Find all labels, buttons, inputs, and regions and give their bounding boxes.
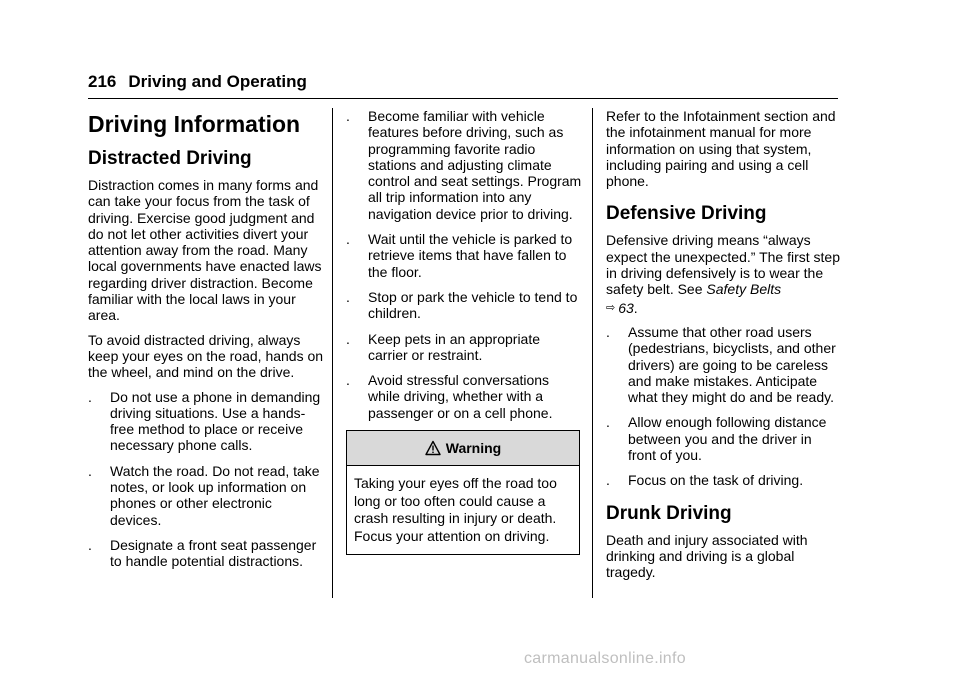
bullet-marker: . bbox=[346, 288, 350, 305]
list-item: . Keep pets in an appropriate carrier or restraint. bbox=[346, 330, 541, 363]
paragraph-infotainment: Refer to the Infotainment section and the infotainment manual for more information on using that system, including pairing and using a cell phone. bbox=[606, 108, 836, 190]
list-item: . Assume that other road users (pedestrians, bicyclists, and other drivers) are going to be careless and make mistakes. Anticipate what they might do and be ready. bbox=[606, 323, 836, 406]
bullet-marker: . bbox=[88, 536, 92, 553]
bullet-marker: . bbox=[346, 330, 350, 347]
page-reference: ⇨ 63 . bbox=[606, 299, 638, 316]
column-divider bbox=[332, 108, 333, 598]
list-item: . Watch the road. Do not read, take notes, or look up information on phones or other electronic devices. bbox=[88, 462, 320, 528]
bullet-marker: . bbox=[606, 472, 610, 489]
column-2 bbox=[346, 108, 582, 555]
ref-page-number[interactable]: 63 bbox=[618, 299, 634, 316]
page-arrow-icon: ⇨ bbox=[606, 301, 616, 314]
column-3 bbox=[606, 108, 842, 589]
page-title: Driving Information bbox=[88, 111, 301, 137]
bullet-list-col2 bbox=[346, 108, 582, 421]
bullet-marker: . bbox=[346, 372, 350, 389]
bullet-list-col3 bbox=[606, 324, 842, 489]
section-title: Driving and Operating bbox=[128, 72, 307, 91]
warning-icon bbox=[425, 440, 441, 456]
heading-distracted-driving: Distracted Driving bbox=[88, 148, 252, 169]
heading-drunk-driving: Drunk Driving bbox=[606, 502, 732, 524]
warning-header bbox=[347, 431, 579, 466]
paragraph-drunk: Death and injury associated with drinking and driving is a global tragedy. bbox=[606, 531, 808, 581]
warning-box bbox=[346, 430, 580, 555]
list-item: . Wait until the vehicle is parked to retrieve items that have fallen to the floor. bbox=[346, 231, 573, 280]
list-item: . Stop or park the vehicle to tend to children. bbox=[346, 288, 578, 322]
bullet-marker: . bbox=[606, 414, 610, 431]
heading-defensive-driving: Defensive Driving bbox=[606, 203, 767, 225]
column-divider bbox=[592, 108, 593, 598]
bullet-marker: . bbox=[346, 231, 350, 248]
list-item: . Become familiar with vehicle features before driving, such as programming favorite radio stations and adjusting climate control and seat settings. Program all trip information into any navigation device prior to driving. bbox=[346, 108, 582, 222]
paragraph-distraction: Distraction comes in many forms and can take your focus from the task of driving. Exercise good judgment and do not let other activities divert your attention away from the road. Many local governments have enacted laws regarding driver distraction. Become familiar with the local laws in your area. bbox=[88, 177, 322, 324]
header-rule bbox=[88, 98, 838, 99]
list-item: . Avoid stressful conversations while driving, whether with a passenger or on a cell phone. bbox=[346, 372, 553, 421]
list-item: . Focus on the task of driving. bbox=[606, 472, 804, 489]
list-item: . Allow enough following distance between you and the driver in front of you. bbox=[606, 414, 827, 464]
warning-title: Warning bbox=[445, 439, 502, 456]
page-number: 216 bbox=[88, 72, 117, 91]
warning-text: Taking your eyes off the road too long or too often could cause a crash resulting in injury or death. Focus your attention on driving. bbox=[354, 475, 557, 544]
watermark: carmanualsonline.info bbox=[524, 650, 686, 667]
bullet-marker: . bbox=[346, 108, 350, 124]
list-item: . Do not use a phone in demanding driving situations. Use a hands-free method to place or receive necessary phone calls. bbox=[88, 388, 321, 454]
bullet-marker: . bbox=[88, 388, 92, 405]
list-item: . Designate a front seat passenger to handle potential distractions. bbox=[88, 536, 317, 570]
page-header bbox=[88, 72, 307, 92]
paragraph-defensive: Defensive driving means “always expect the unexpected.” The first step in driving defensively is to wear the safety belt. See Safety Belts bbox=[606, 232, 840, 298]
column-1 bbox=[88, 108, 324, 579]
bullet-list-col1 bbox=[88, 389, 324, 570]
bullet-marker: . bbox=[606, 323, 610, 340]
bullet-marker: . bbox=[88, 462, 92, 479]
paragraph-avoid: To avoid distracted driving, always keep your eyes on the road, hands on the wheel, and mind on the drive. bbox=[88, 331, 324, 381]
ref-safety-belts[interactable]: Safety Belts bbox=[706, 281, 782, 298]
